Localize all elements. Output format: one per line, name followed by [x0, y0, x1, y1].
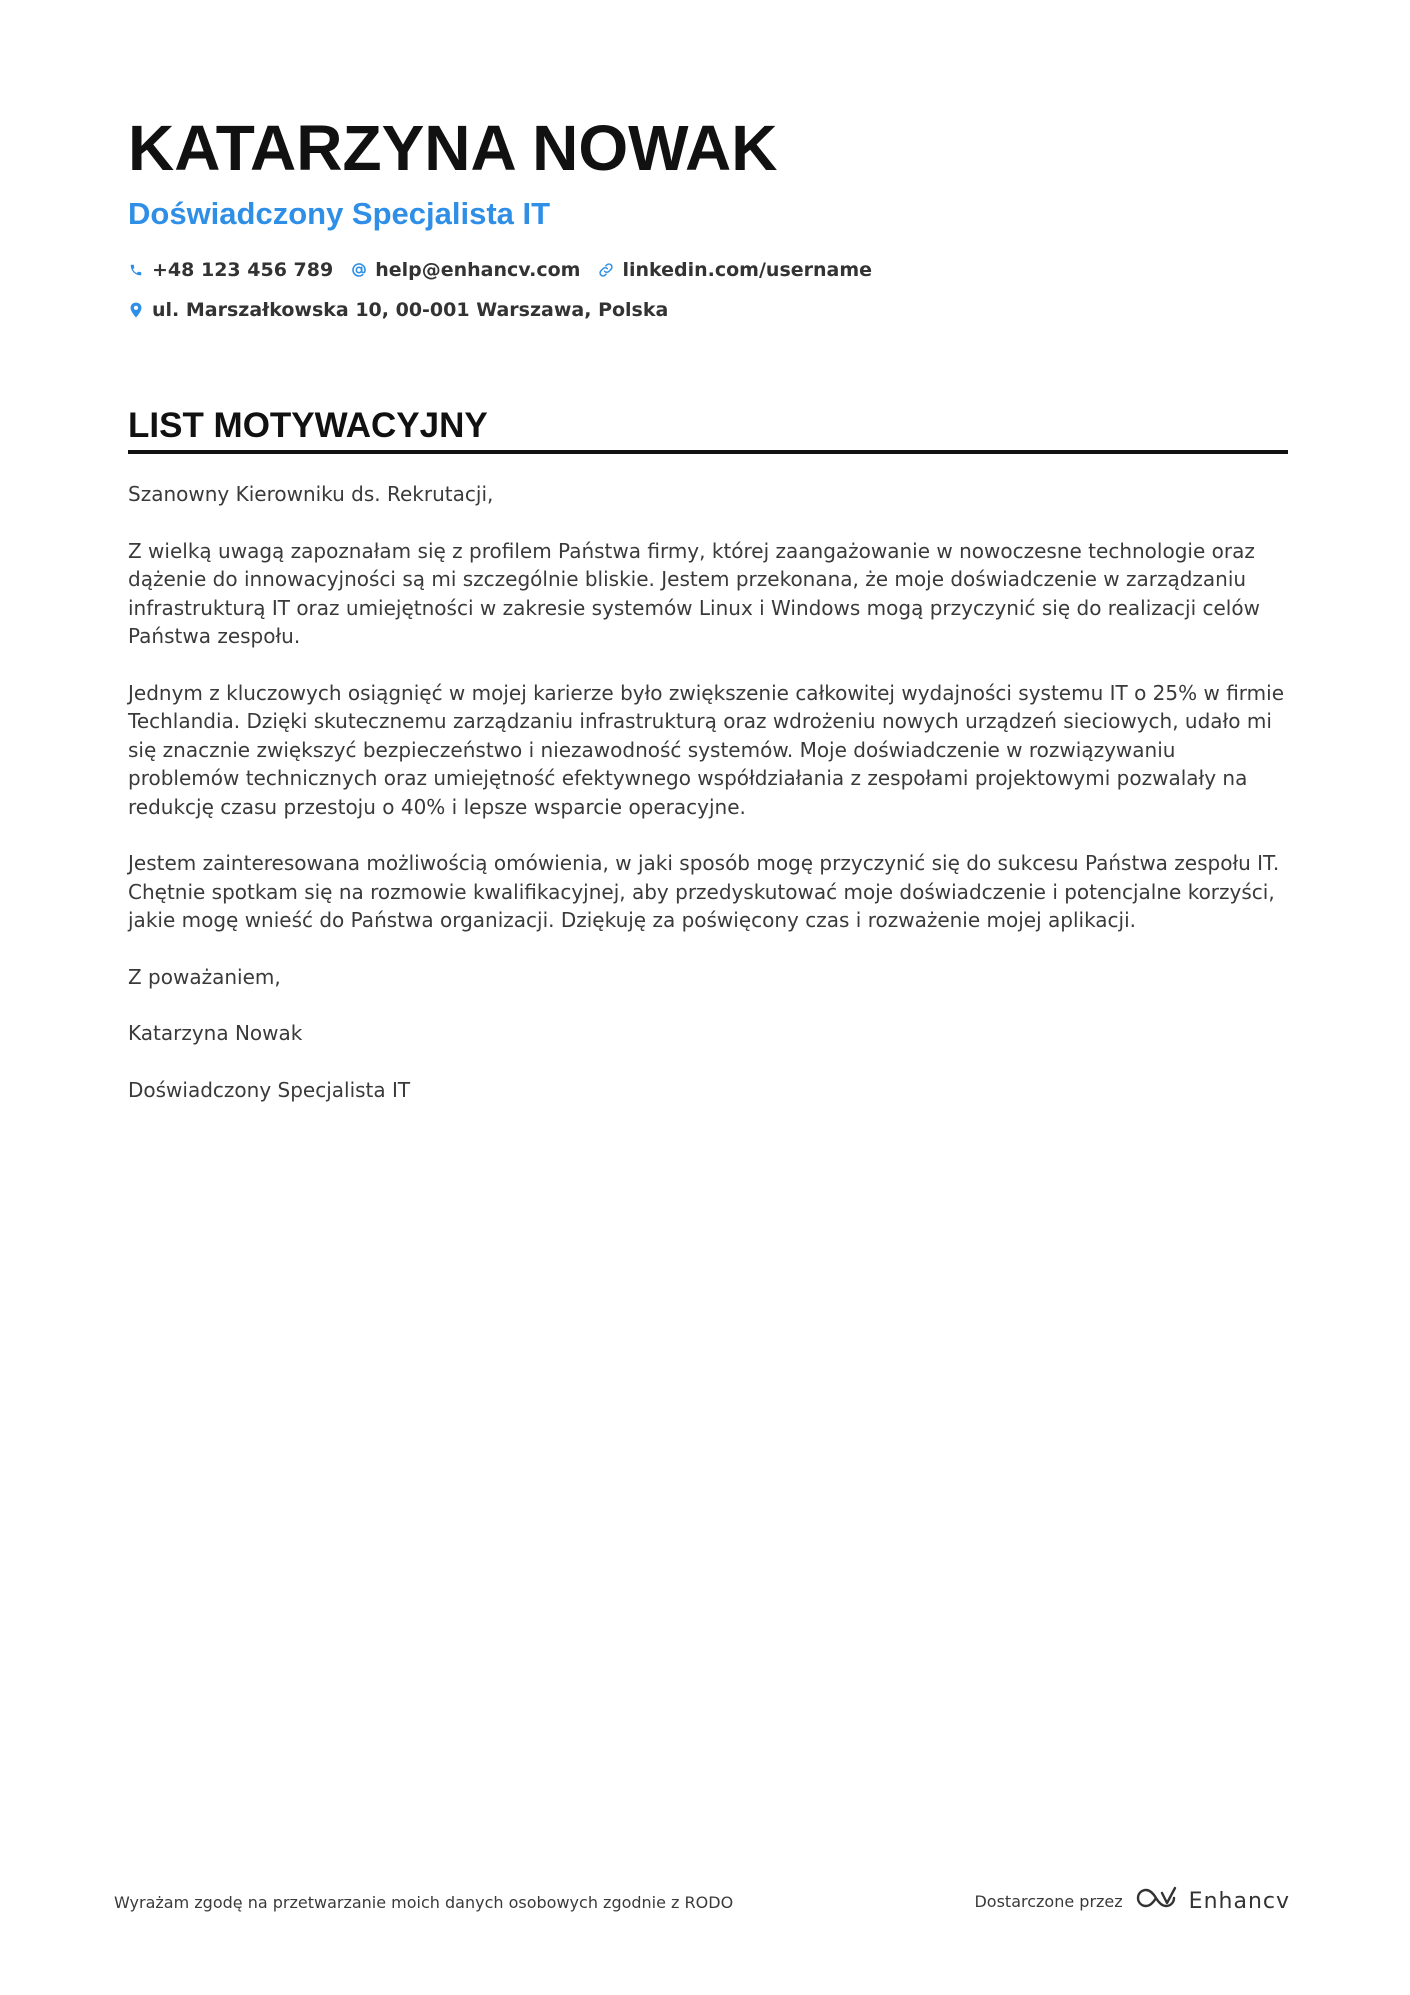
contact-linkedin[interactable]	[598, 256, 872, 284]
letter-paragraph: Z wielką uwagą zapoznałam się z profilem Państwa firmy, której zaangażowanie w nowoczesne technologie oraz dążenie do innowacyjności są mi szczególnie bliskie. Jestem przekonana, że moje doświadczenie w zarządzaniu infrastrukturą IT oraz umiejętności w zakresie systemów Linux i Windows mogą przyczynić się do realizacji celów Państwa zespołu.	[128, 538, 1260, 648]
phone-text: +48 123 456 789	[152, 259, 334, 281]
linkedin-text: linkedin.com/username	[622, 259, 873, 281]
letter-paragraph: Jednym z kluczowych osiągnięć w mojej karierze było zwiększenie całkowitej wydajności systemu IT o 25% w firmie Techlandia. Dzięki skutecznemu zarządzaniu infrastrukturą oraz wdrożeniu nowych urządzeń sieciowych, udało mi się znacznie zwiększyć bezpieczeństwo i niezawodność systemów. Moje doświadczenie w rozwiązywaniu problemów technicznych oraz umiejętność efektywnego współdziałania z zespołami projektowymi pozwalały na redukcję czasu przestoju o 40% i lepsze wsparcie operacyjne.	[128, 680, 1285, 819]
enhancv-logo-icon	[1135, 1885, 1181, 1917]
address-text: ul. Marszałkowska 10, 00-001 Warszawa, Polska	[152, 299, 669, 321]
letter-paragraph: Jestem zainteresowana możliwością omówienia, w jaki sposób mogę przyczynić się do sukcesu Państwa zespołu IT. Chętnie spotkam się na rozmowie kwalifikacyjnej, aby przedyskutować moje doświadczenie i potencjalne korzyści, jakie mogę wnieść do Państwa organizacji. Dziękuję za poświęcony czas i rozważenie mojej aplikacji.	[128, 851, 1280, 932]
brand-logo[interactable]	[1135, 1885, 1290, 1917]
powered-by[interactable]	[974, 1885, 1290, 1917]
cover-letter-section	[128, 404, 1288, 1132]
at-icon	[351, 262, 367, 278]
section-title: LIST MOTYWACYJNY	[128, 406, 488, 445]
contact-email[interactable]	[351, 256, 580, 284]
section-divider	[128, 450, 1288, 454]
footer	[114, 1885, 1290, 1917]
email-text: help@enhancv.com	[375, 259, 581, 281]
brand-name: Enhancv	[1188, 1888, 1290, 1914]
header	[128, 110, 1288, 324]
link-icon	[598, 262, 614, 278]
letter-body	[128, 480, 1288, 1104]
location-pin-icon	[128, 302, 144, 318]
contact-phone[interactable]	[128, 256, 333, 284]
contacts-row	[128, 256, 1288, 284]
signature-title: Doświadczony Specjalista IT	[128, 1077, 411, 1102]
contact-address	[128, 296, 668, 324]
gdpr-consent: Wyrażam zgodę na przetwarzanie moich danych osobowych zgodnie z RODO	[114, 1893, 734, 1912]
letter-greeting: Szanowny Kierowniku ds. Rekrutacji,	[128, 482, 494, 506]
signature-name: Katarzyna Nowak	[128, 1021, 303, 1045]
candidate-title: Doświadczony Specjalista IT	[128, 196, 551, 231]
phone-icon	[128, 262, 144, 278]
letter-closing: Z poważaniem,	[128, 964, 281, 989]
powered-by-label: Dostarczone przez	[974, 1891, 1123, 1911]
address-row	[128, 296, 1288, 324]
candidate-name: KATARZYNA NOWAK	[128, 112, 778, 184]
